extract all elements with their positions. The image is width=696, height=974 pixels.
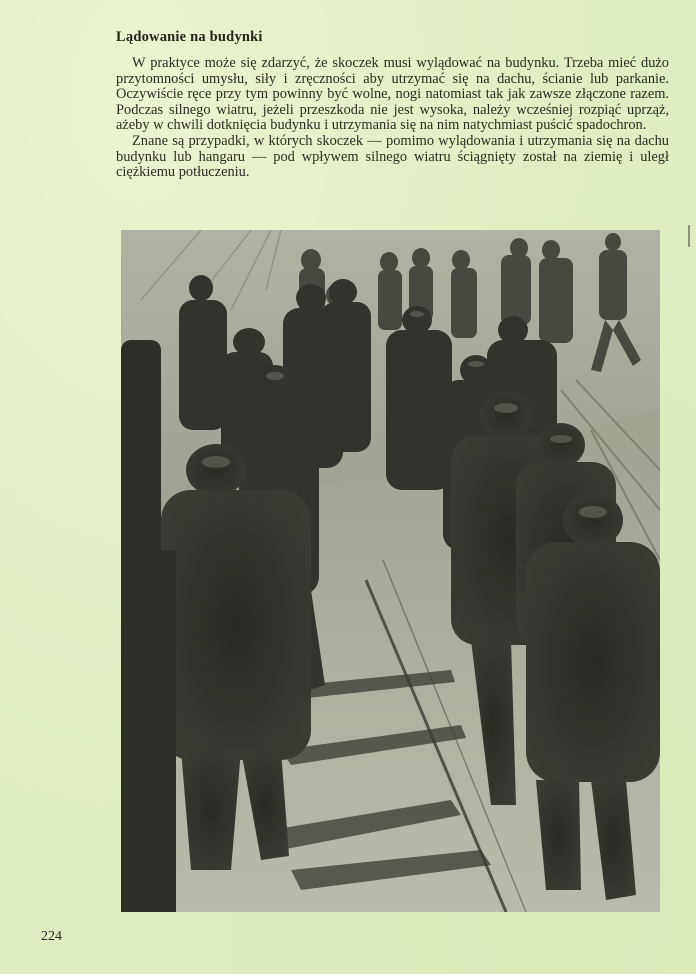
paratroopers-photo — [121, 230, 660, 912]
paragraph-2: Znane są przypadki, w których skoczek — pomimo wylądowania i utrzymania się na dachu budynku lub hangaru — pod wpływem silnego wiatru ściągnięty został na ziemię i uległ ciężkiemu potłuczeniu. — [116, 132, 669, 181]
paragraph-1: W praktyce może się zdarzyć, że skoczek musi wylądować na budynku. Trzeba mieć dużo przytomności umysłu, siły i zręczności aby utrzymać się na dachu, ścianie lub parkanie. Oczywiście ręce przy tym powinny być wolne, nogi natomiast tak jak zawsze złączone razem. Podczas silnego wiatru, jeżeli przeszkoda nie jest wysoka, należy wcześniej rozpiąć uprząż, ażeby w chwili dotknięcia budynku i utrzymania się na nim natychmiast puścić spadochron. — [116, 55, 669, 134]
body-text — [116, 56, 669, 181]
page-edge-mark — [688, 225, 690, 247]
page-number: 224 — [41, 929, 62, 944]
section-heading: Lądowanie na budynki — [116, 29, 263, 45]
